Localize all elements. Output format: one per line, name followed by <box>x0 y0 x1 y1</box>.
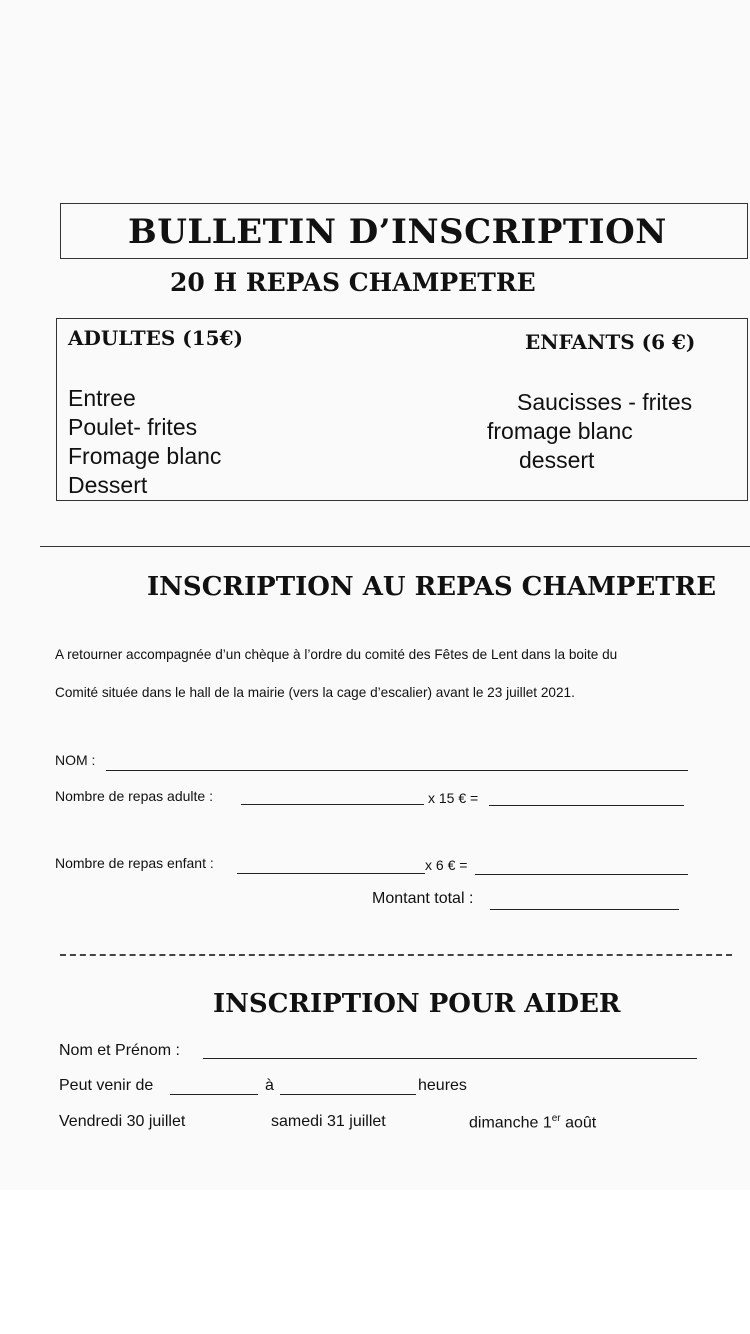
adult-amount-field[interactable] <box>489 805 684 806</box>
name-field[interactable] <box>106 770 688 771</box>
from-time-field[interactable] <box>170 1094 258 1095</box>
helper-name-label: Nom et Prénom : <box>59 1042 180 1059</box>
instructions-line-2: Comité située dans le hall de la mairie (vers la cage d’escalier) avant le 23 juillet 2021. <box>55 685 575 700</box>
form-subtitle: 20 H REPAS CHAMPETRE <box>170 268 536 297</box>
hours-label: heures <box>418 1077 467 1094</box>
adult-menu-item: Dessert <box>68 472 148 498</box>
sunday-ordinal: er <box>551 1113 561 1124</box>
total-label: Montant total : <box>372 890 474 907</box>
day-option-sunday[interactable] <box>469 1113 596 1132</box>
day-option-saturday[interactable]: samedi 31 juillet <box>271 1113 386 1130</box>
helper-name-field[interactable] <box>203 1058 697 1059</box>
day-option-friday[interactable]: Vendredi 30 juillet <box>59 1113 186 1130</box>
adults-heading: ADULTES (15€) <box>68 326 243 350</box>
help-registration-title: INSCRIPTION POUR AIDER <box>213 989 621 1019</box>
child-menu-item: dessert <box>519 447 595 473</box>
instructions-line-1: A retourner accompagnée d’un chèque à l’ordre du comité des Fêtes de Lent dans la boite du <box>55 647 618 662</box>
adult-meals-label: Nombre de repas adulte : <box>55 788 213 804</box>
cut-line <box>60 954 732 956</box>
child-menu-item: fromage blanc <box>487 418 633 444</box>
adult-menu-item: Poulet- frites <box>68 414 198 440</box>
adult-menu-item: Fromage blanc <box>68 443 222 469</box>
adult-meals-field[interactable] <box>241 804 424 805</box>
child-meals-label: Nombre de repas enfant : <box>55 855 214 871</box>
sunday-text: dimanche 1 <box>469 1114 552 1132</box>
child-meals-field[interactable] <box>237 873 425 874</box>
to-time-field[interactable] <box>280 1094 416 1095</box>
meal-registration-title: INSCRIPTION AU REPAS CHAMPETRE <box>147 572 717 602</box>
total-field[interactable] <box>490 909 679 910</box>
sunday-month: août <box>560 1114 597 1132</box>
section-divider <box>40 546 750 547</box>
form-title: BULLETIN D’INSCRIPTION <box>128 212 667 252</box>
from-label: Peut venir de <box>59 1077 154 1094</box>
children-heading: ENFANTS (6 €) <box>525 330 696 354</box>
child-amount-field[interactable] <box>475 874 688 875</box>
name-label: NOM : <box>55 752 96 768</box>
child-multiplier: x 6 € = <box>425 857 468 873</box>
child-menu-item: Saucisses - frites <box>517 389 693 415</box>
adult-menu-item: Entree <box>68 385 136 411</box>
adult-multiplier: x 15 € = <box>428 790 479 806</box>
to-label: à <box>265 1077 274 1094</box>
